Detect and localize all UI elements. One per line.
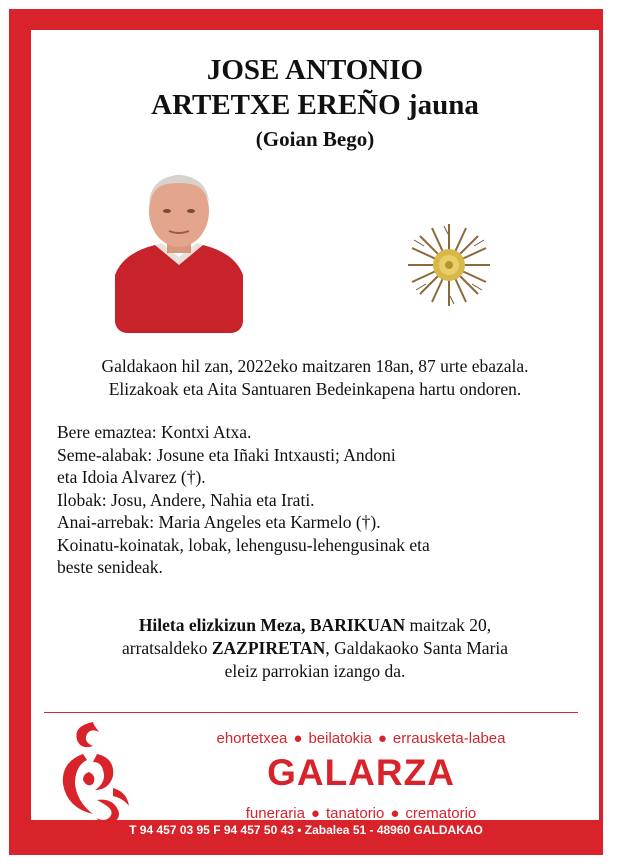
funeral-church: , Galdakaoko Santa Maria	[325, 638, 509, 658]
bullet-icon: ●	[310, 805, 320, 822]
funeral-line-2	[31, 637, 599, 660]
funeral-mass-day: Hileta elizkizun Meza, BARIKUAN	[138, 615, 406, 635]
portrait-photo	[115, 173, 243, 333]
red-border-frame	[9, 9, 603, 855]
funeral-announcement	[31, 614, 599, 683]
death-notice-text	[31, 355, 599, 401]
service-crematorio: crematorio	[405, 805, 477, 822]
obituary-card	[31, 30, 599, 820]
family-line: Anai-arrebak: Maria Angeles eta Karmelo (†).	[57, 512, 381, 532]
service-errausketa-labea: errausketa-labea	[392, 730, 506, 747]
service-ehortetxea: ehortetxea	[216, 730, 288, 747]
funeral-date: maitzak 20,	[405, 615, 492, 635]
eguzkilore-flower-icon	[404, 220, 494, 310]
funeral-line-3: eleiz parrokian izango da.	[224, 661, 406, 681]
galarza-logo-icon	[53, 718, 139, 830]
goian-bego-label: (Goian Bego)	[255, 127, 375, 151]
deceased-name-line1: JOSE ANTONIO	[206, 54, 424, 86]
portrait-illustration	[115, 173, 243, 333]
family-line: beste senideak.	[57, 557, 163, 577]
funeral-time-prefix: arratsaldeko	[121, 638, 212, 658]
bullet-icon: ●	[390, 805, 400, 822]
service-tanatorio: tanatorio	[325, 805, 385, 822]
intro-line-1: Galdakaon hil zan, 2022eko maitzaren 18an, 87 urte ebazala.	[101, 356, 529, 376]
intro-line-2: Elizakoak eta Aita Santuaren Bedeinkapena hartu ondoren.	[108, 379, 522, 399]
section-divider	[44, 712, 578, 713]
services-bottom	[141, 805, 581, 822]
bullet-icon: ●	[293, 730, 303, 747]
services-top	[141, 730, 581, 747]
service-beilatokia: beilatokia	[308, 730, 372, 747]
family-list	[57, 421, 430, 579]
funeral-line-1	[31, 614, 599, 637]
family-line: Ilobak: Josu, Andere, Nahia eta Irati.	[57, 489, 315, 510]
family-line: Seme-alabak: Josune eta Iñaki Intxausti; Andoni	[57, 444, 396, 465]
service-funeraria: funeraria	[245, 805, 305, 822]
family-line: Koinatu-koinatak, lobak, lehengusu-lehengusinak eta	[57, 534, 430, 555]
contact-footer: T 94 457 03 95 F 94 457 50 43 • Zabalea 51 - 48960 GALDAKAO	[129, 823, 483, 837]
family-line: Bere emaztea: Kontxi Atxa.	[57, 422, 252, 442]
family-line: eta Idoia Alvarez (†).	[57, 467, 206, 487]
funeral-time: ZAZPIRETAN	[211, 638, 326, 658]
company-name: GALARZA	[267, 752, 455, 793]
bullet-icon: ●	[377, 730, 387, 747]
deceased-name-line2: ARTETXE EREÑO jauna	[151, 89, 479, 121]
